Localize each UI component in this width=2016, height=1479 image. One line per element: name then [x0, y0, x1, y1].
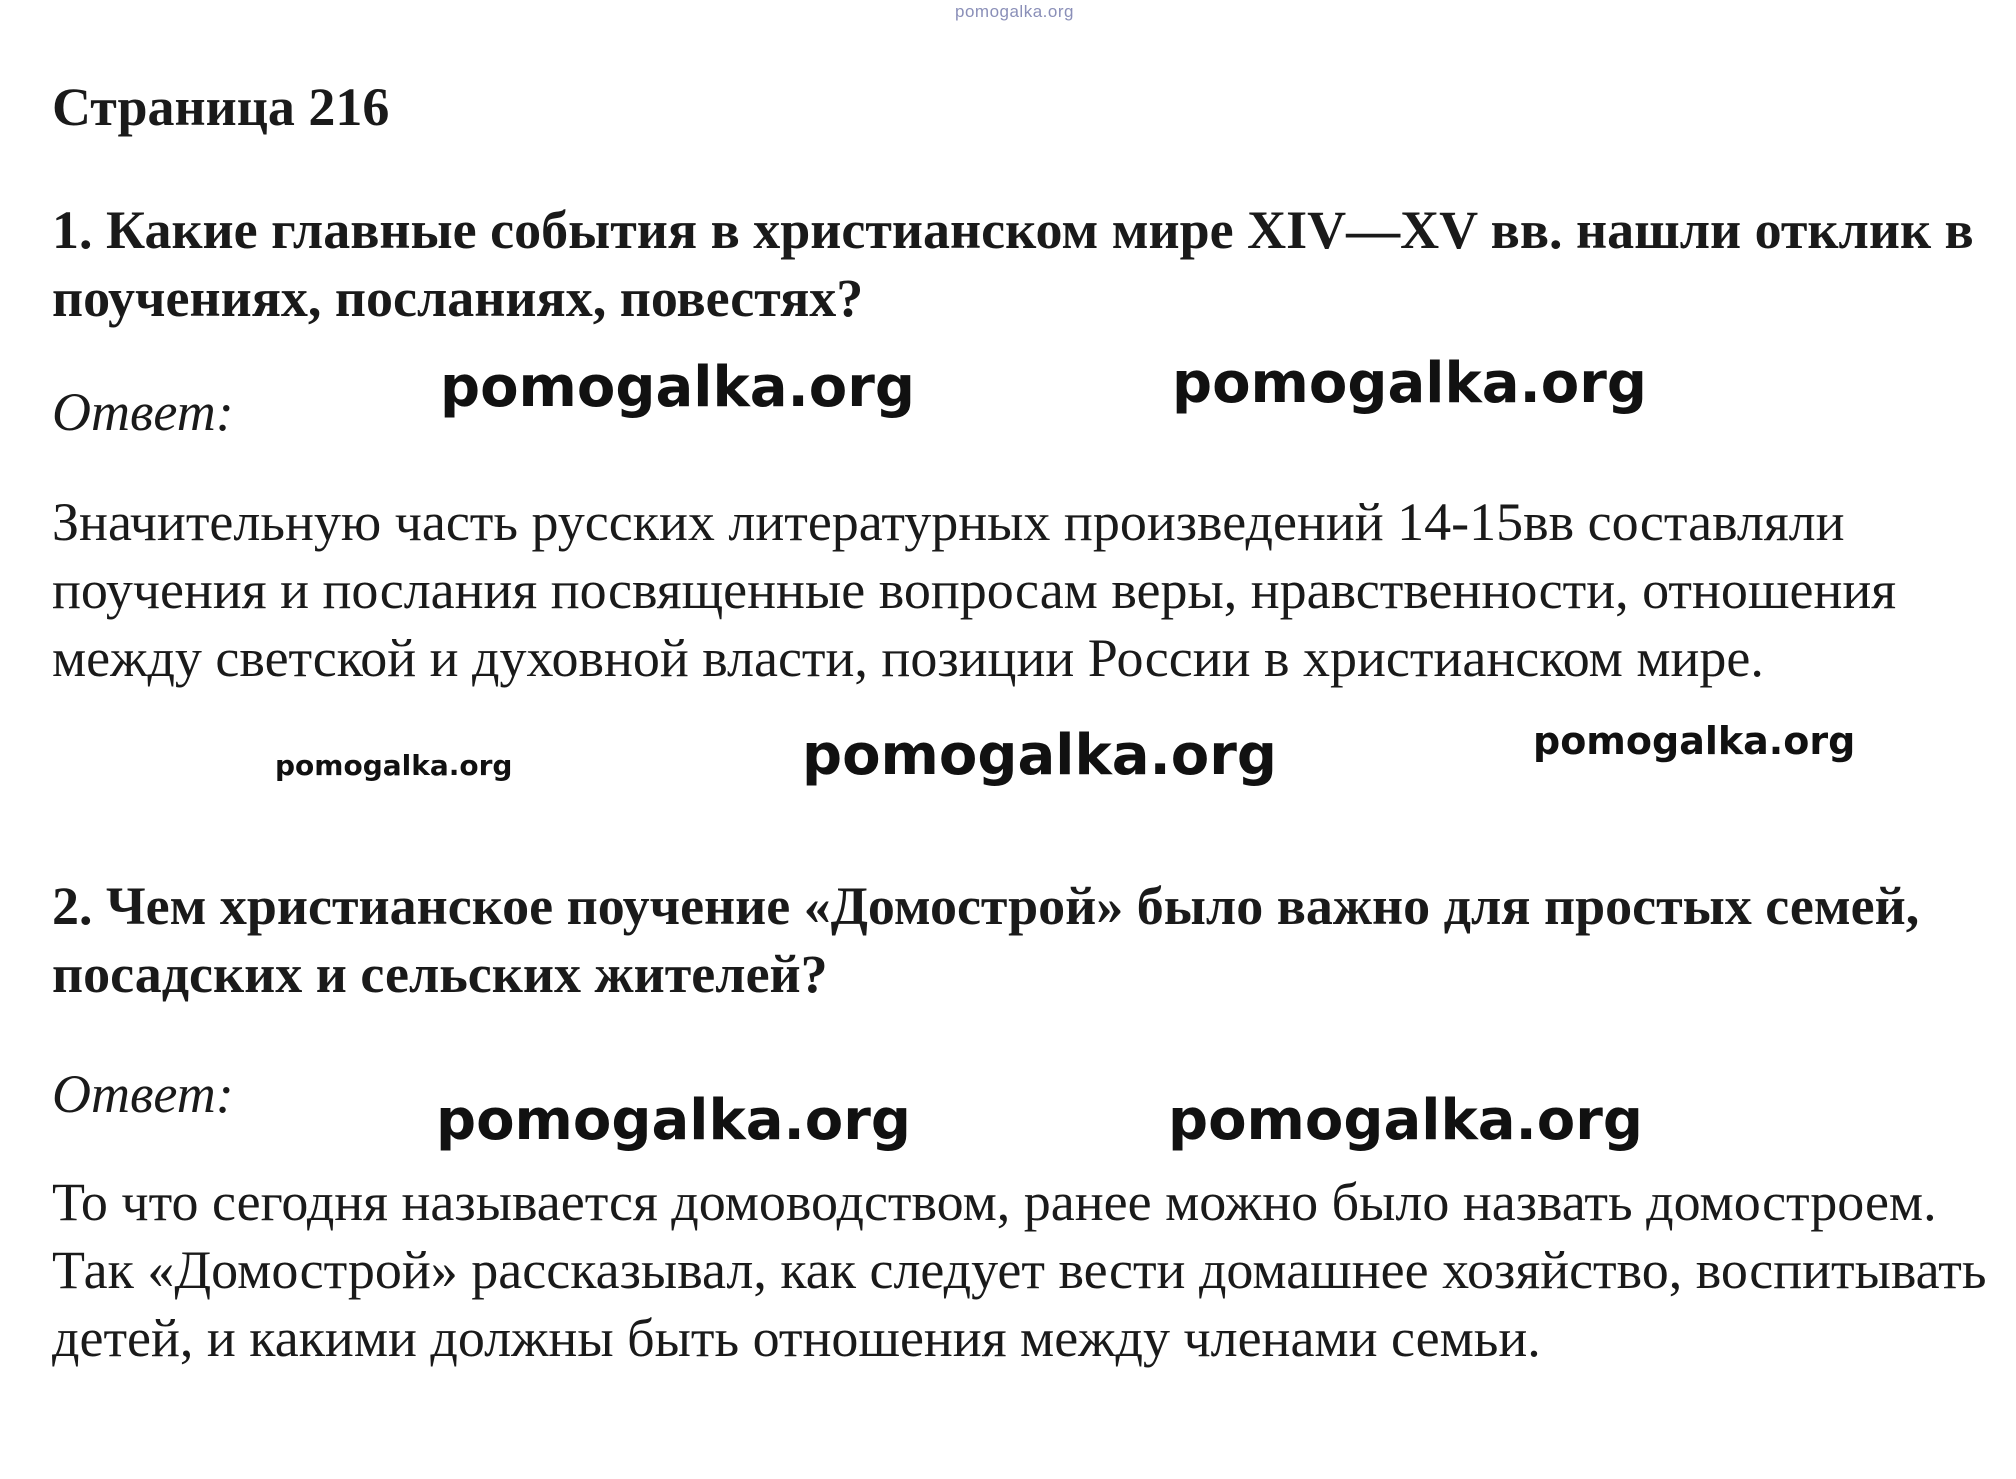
answer-text-2: То что сегодня называется домоводством, ранее можно было назвать домостроем. Так «Домострой» рассказывал, как следует вести домашнее хозяйство, воспитывать детей, и какими должны быть отношения между членами семьи. [52, 1172, 1987, 1368]
top-watermark: pomogalka.org [955, 2, 1074, 21]
watermark: pomogalka.org [436, 1088, 911, 1153]
answer-label-2: Ответ: [52, 1064, 234, 1124]
watermark: pomogalka.org [802, 723, 1277, 788]
watermark: pomogalka.org [275, 749, 513, 782]
answer-text-1: Значительную часть русских литературных произведений 14-15вв составляли поучения и послания посвященные вопросам веры, нравственности, отношения между светской и духовной власти, позиции России в христианском мире. [52, 492, 1897, 688]
watermark: pomogalka.org [1533, 719, 1856, 763]
answer-label-1: Ответ: [52, 382, 234, 442]
watermark: pomogalka.org [1172, 351, 1647, 416]
watermark: pomogalka.org [1168, 1088, 1643, 1153]
question-2: 2. Чем христианское поучение «Домострой» было важно для простых семей, посадских и сельских жителей? [52, 876, 1920, 1004]
question-1: 1. Какие главные события в христианском мире XIV—XV вв. нашли отклик в поучениях, посланиях, повестях? [52, 200, 1974, 328]
watermark: pomogalka.org [440, 355, 915, 420]
page-title: Страница 216 [52, 77, 390, 137]
